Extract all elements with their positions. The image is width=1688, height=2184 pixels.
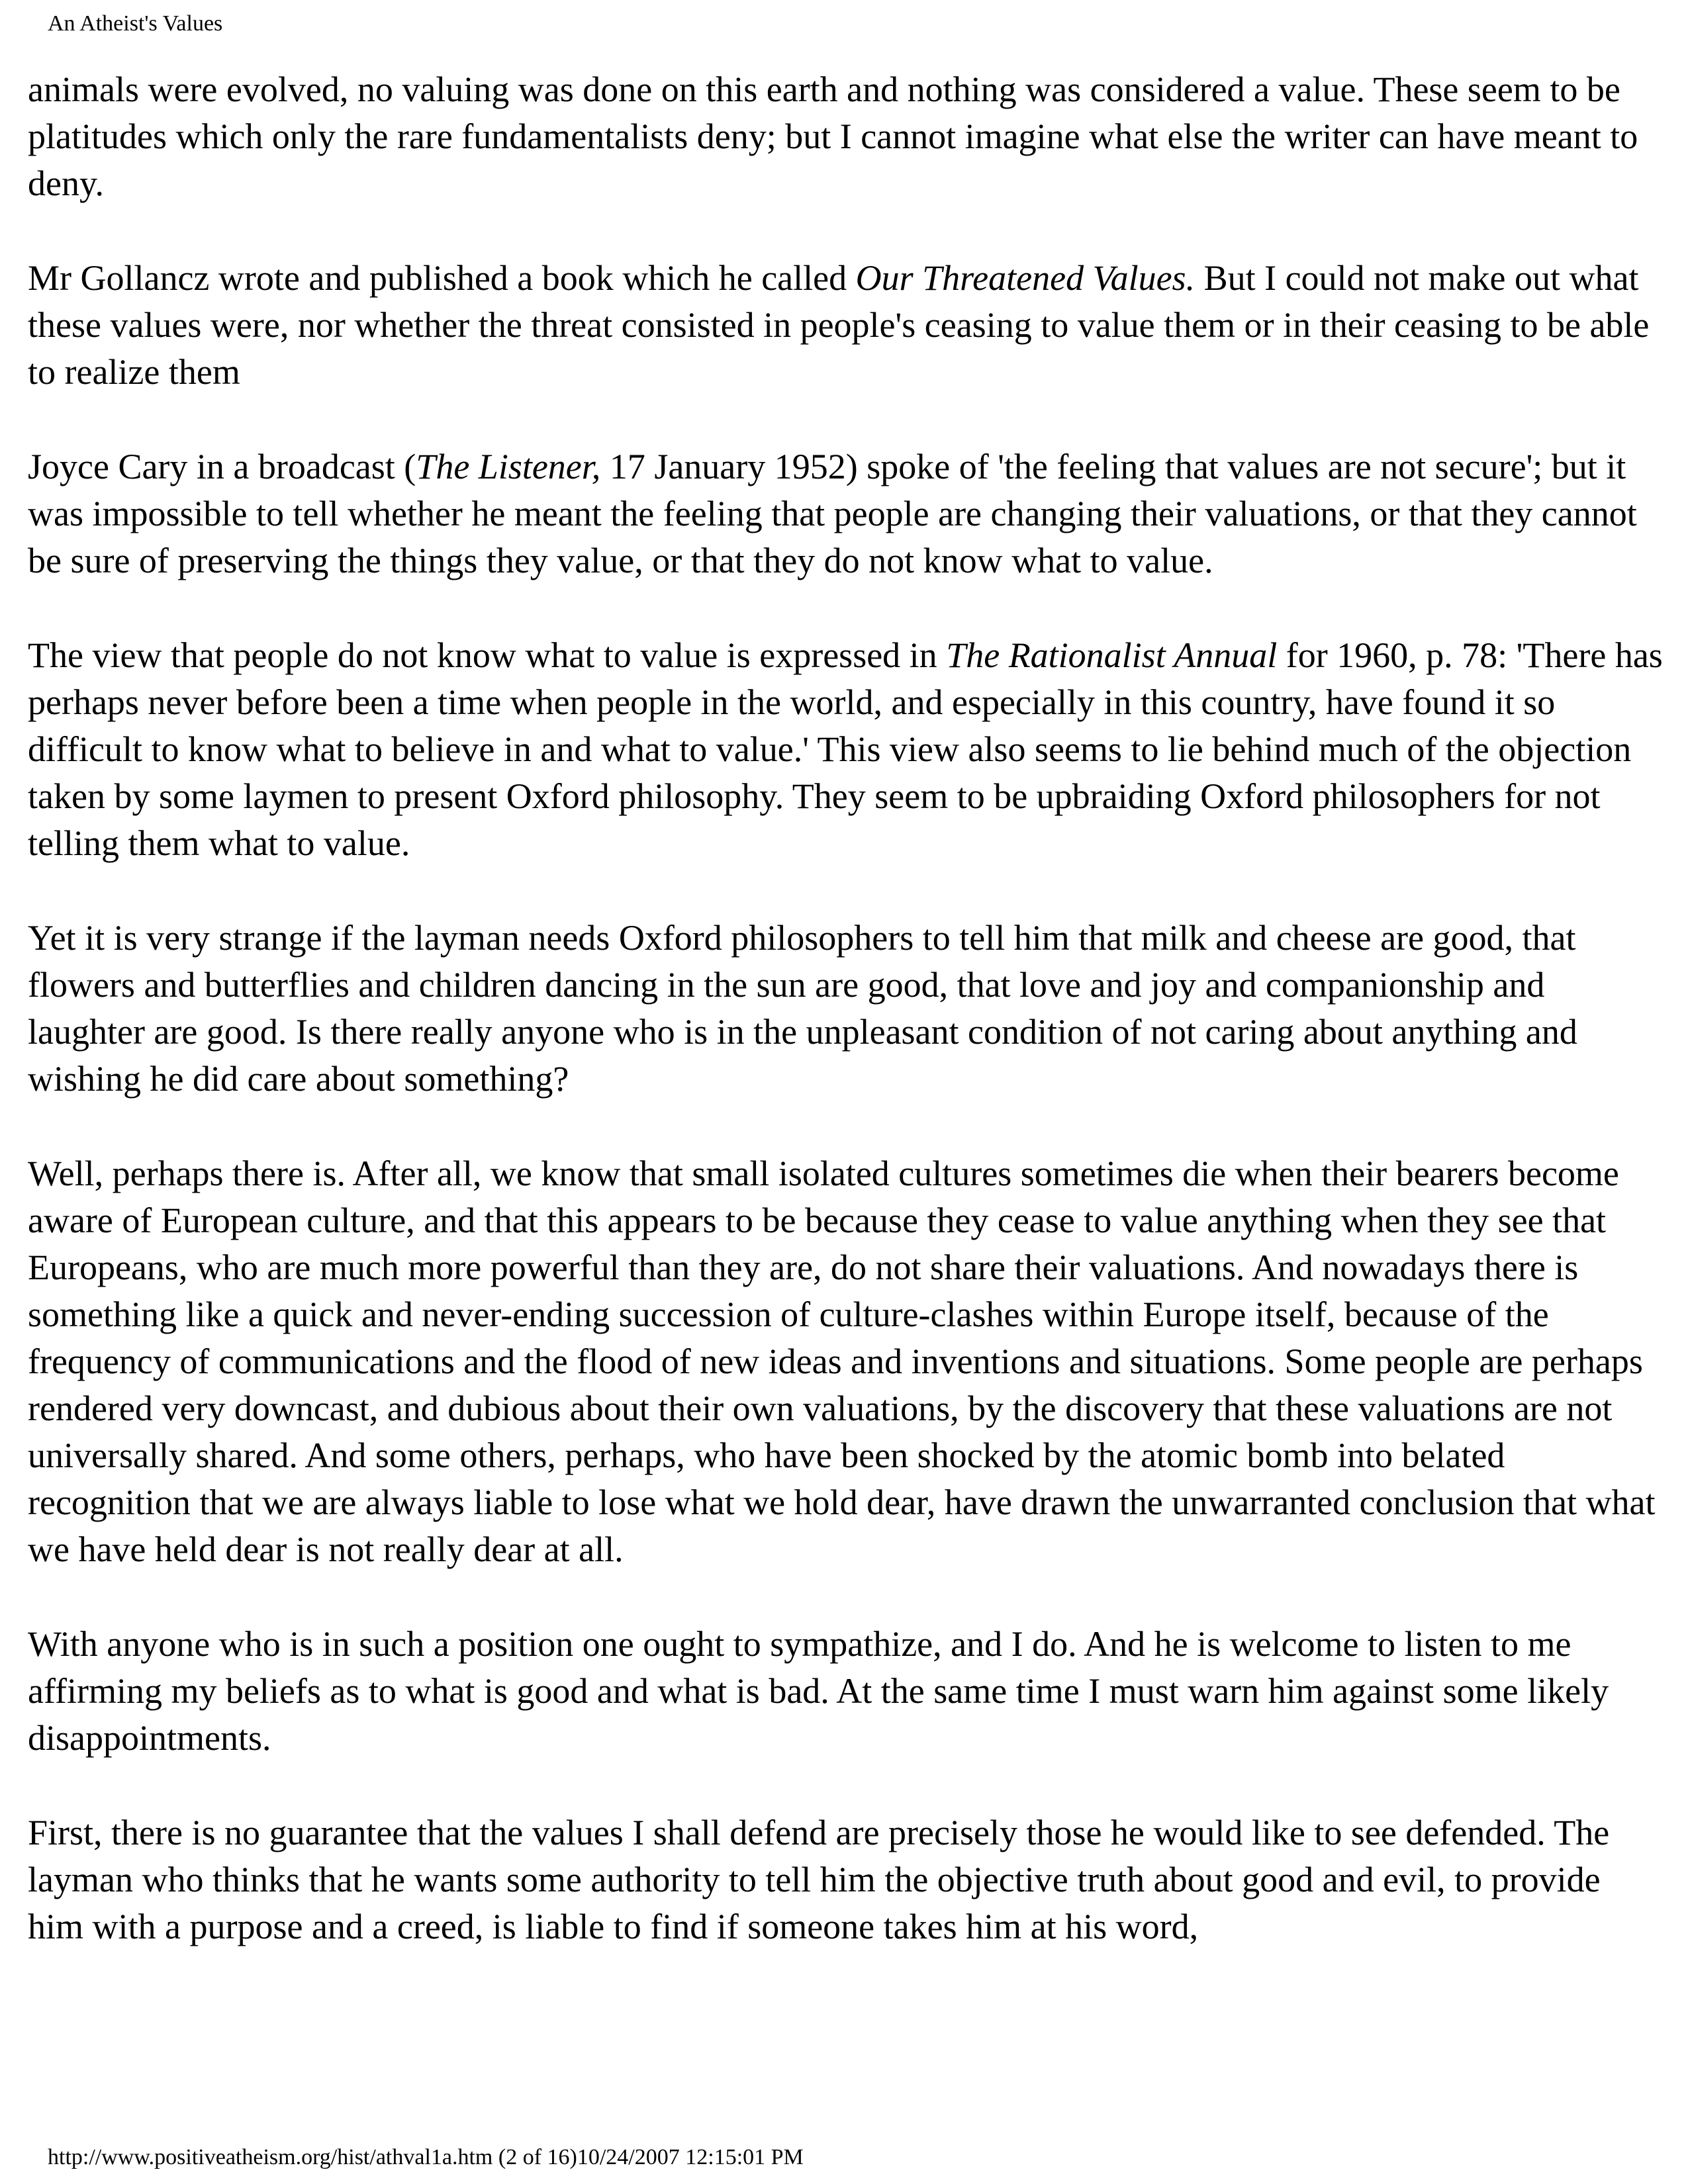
book-title: Our Threatened Values. xyxy=(855,258,1196,298)
paragraph-text: Yet it is very strange if the layman needs Oxford philosophers to tell him that milk and cheese are good, that flowers and butterflies and children dancing in the sun are good, that love and joy and companionship and laughter are good. Is there really anyone who is in the unpleasant condition of not caring about anything and wishing he did care about something? xyxy=(28,918,1577,1099)
paragraph-text: First, there is no guarantee that the values I shall defend are precisely those he would like to see defended. The layman who thinks that he wants some authority to tell him the objective truth about good and evil, to provide him with a purpose and a creed, is liable to find if someone takes him at his word, xyxy=(28,1813,1610,1946)
paragraph xyxy=(28,1150,1663,1573)
footer-page-info: (2 of 16) xyxy=(498,2145,577,2169)
paragraph-text: With anyone who is in such a position one ought to sympathize, and I do. And he is welcome to listen to me affirming my beliefs as to what is good and what is bad. At the same time I must warn him against some likely disappointments. xyxy=(28,1624,1609,1758)
paragraph-text: But I could not make out what these values were, nor whether the threat consisted in people's ceasing to value them or in their ceasing to be able to realize them xyxy=(28,258,1650,392)
publication-title: The Rationalist Annual xyxy=(946,635,1278,675)
paragraph xyxy=(28,632,1663,867)
publication-title: The Listener, xyxy=(416,447,601,486)
paragraph xyxy=(28,1809,1663,1950)
paragraph xyxy=(28,1621,1663,1762)
paragraph xyxy=(28,443,1663,584)
paragraph-text: Mr Gollancz wrote and published a book which he called xyxy=(28,258,856,298)
paragraph-text: 17 January 1952) spoke of 'the feeling that values are not secure'; but it was impossible to tell whether he meant the feeling that people are changing their valuations, or that they cannot be sure of preserving the things they value, or that they do not know what to value. xyxy=(28,447,1637,580)
paragraph-text: Well, perhaps there is. After all, we know that small isolated cultures sometimes die when their bearers become aware of European culture, and that this appears to be because they cease to value anything when they see that Europeans, who are much more powerful than they are, do not share their valuations. And nowadays there is something like a quick and never-ending succession of culture-clashes within Europe itself, because of the frequency of communications and the flood of new ideas and inventions and situations. Some people are perhaps rendered very downcast, and dubious about their own valuations, by the discovery that these valuations are not universally shared. And some others, perhaps, who have been shocked by the atomic bomb into belated recognition that we are always liable to lose what we hold dear, have drawn the unwarranted conclusion that what we have held dear is not really dear at all. xyxy=(28,1154,1656,1569)
footer-url: http://www.positiveatheism.org/hist/athval1a.htm xyxy=(48,2145,493,2169)
paragraph-text: The view that people do not know what to value is expressed in xyxy=(28,635,947,675)
paragraph-text: for 1960, p. 78: 'There has perhaps never before been a time when people in the world, and especially in this country, have found it so difficult to know what to believe in and what to value.' This view also seems to lie behind much of the objection taken by some laymen to present Oxford philosophy. They seem to be upbraiding Oxford philosophers for not telling them what to value. xyxy=(28,635,1663,863)
page-header-title: An Atheist's Values xyxy=(48,11,223,36)
document-body xyxy=(28,66,1663,1950)
paragraph-text: Joyce Cary in a broadcast ( xyxy=(28,447,416,486)
page-footer xyxy=(48,2144,804,2171)
paragraph xyxy=(28,255,1663,396)
paragraph xyxy=(28,66,1663,207)
paragraph xyxy=(28,915,1663,1103)
footer-timestamp: 10/24/2007 12:15:01 PM xyxy=(577,2145,804,2169)
paragraph-text: animals were evolved, no valuing was done on this earth and nothing was considered a value. These seem to be platitudes which only the rare fundamentalists deny; but I cannot imagine what else the writer can have meant to deny. xyxy=(28,69,1638,203)
